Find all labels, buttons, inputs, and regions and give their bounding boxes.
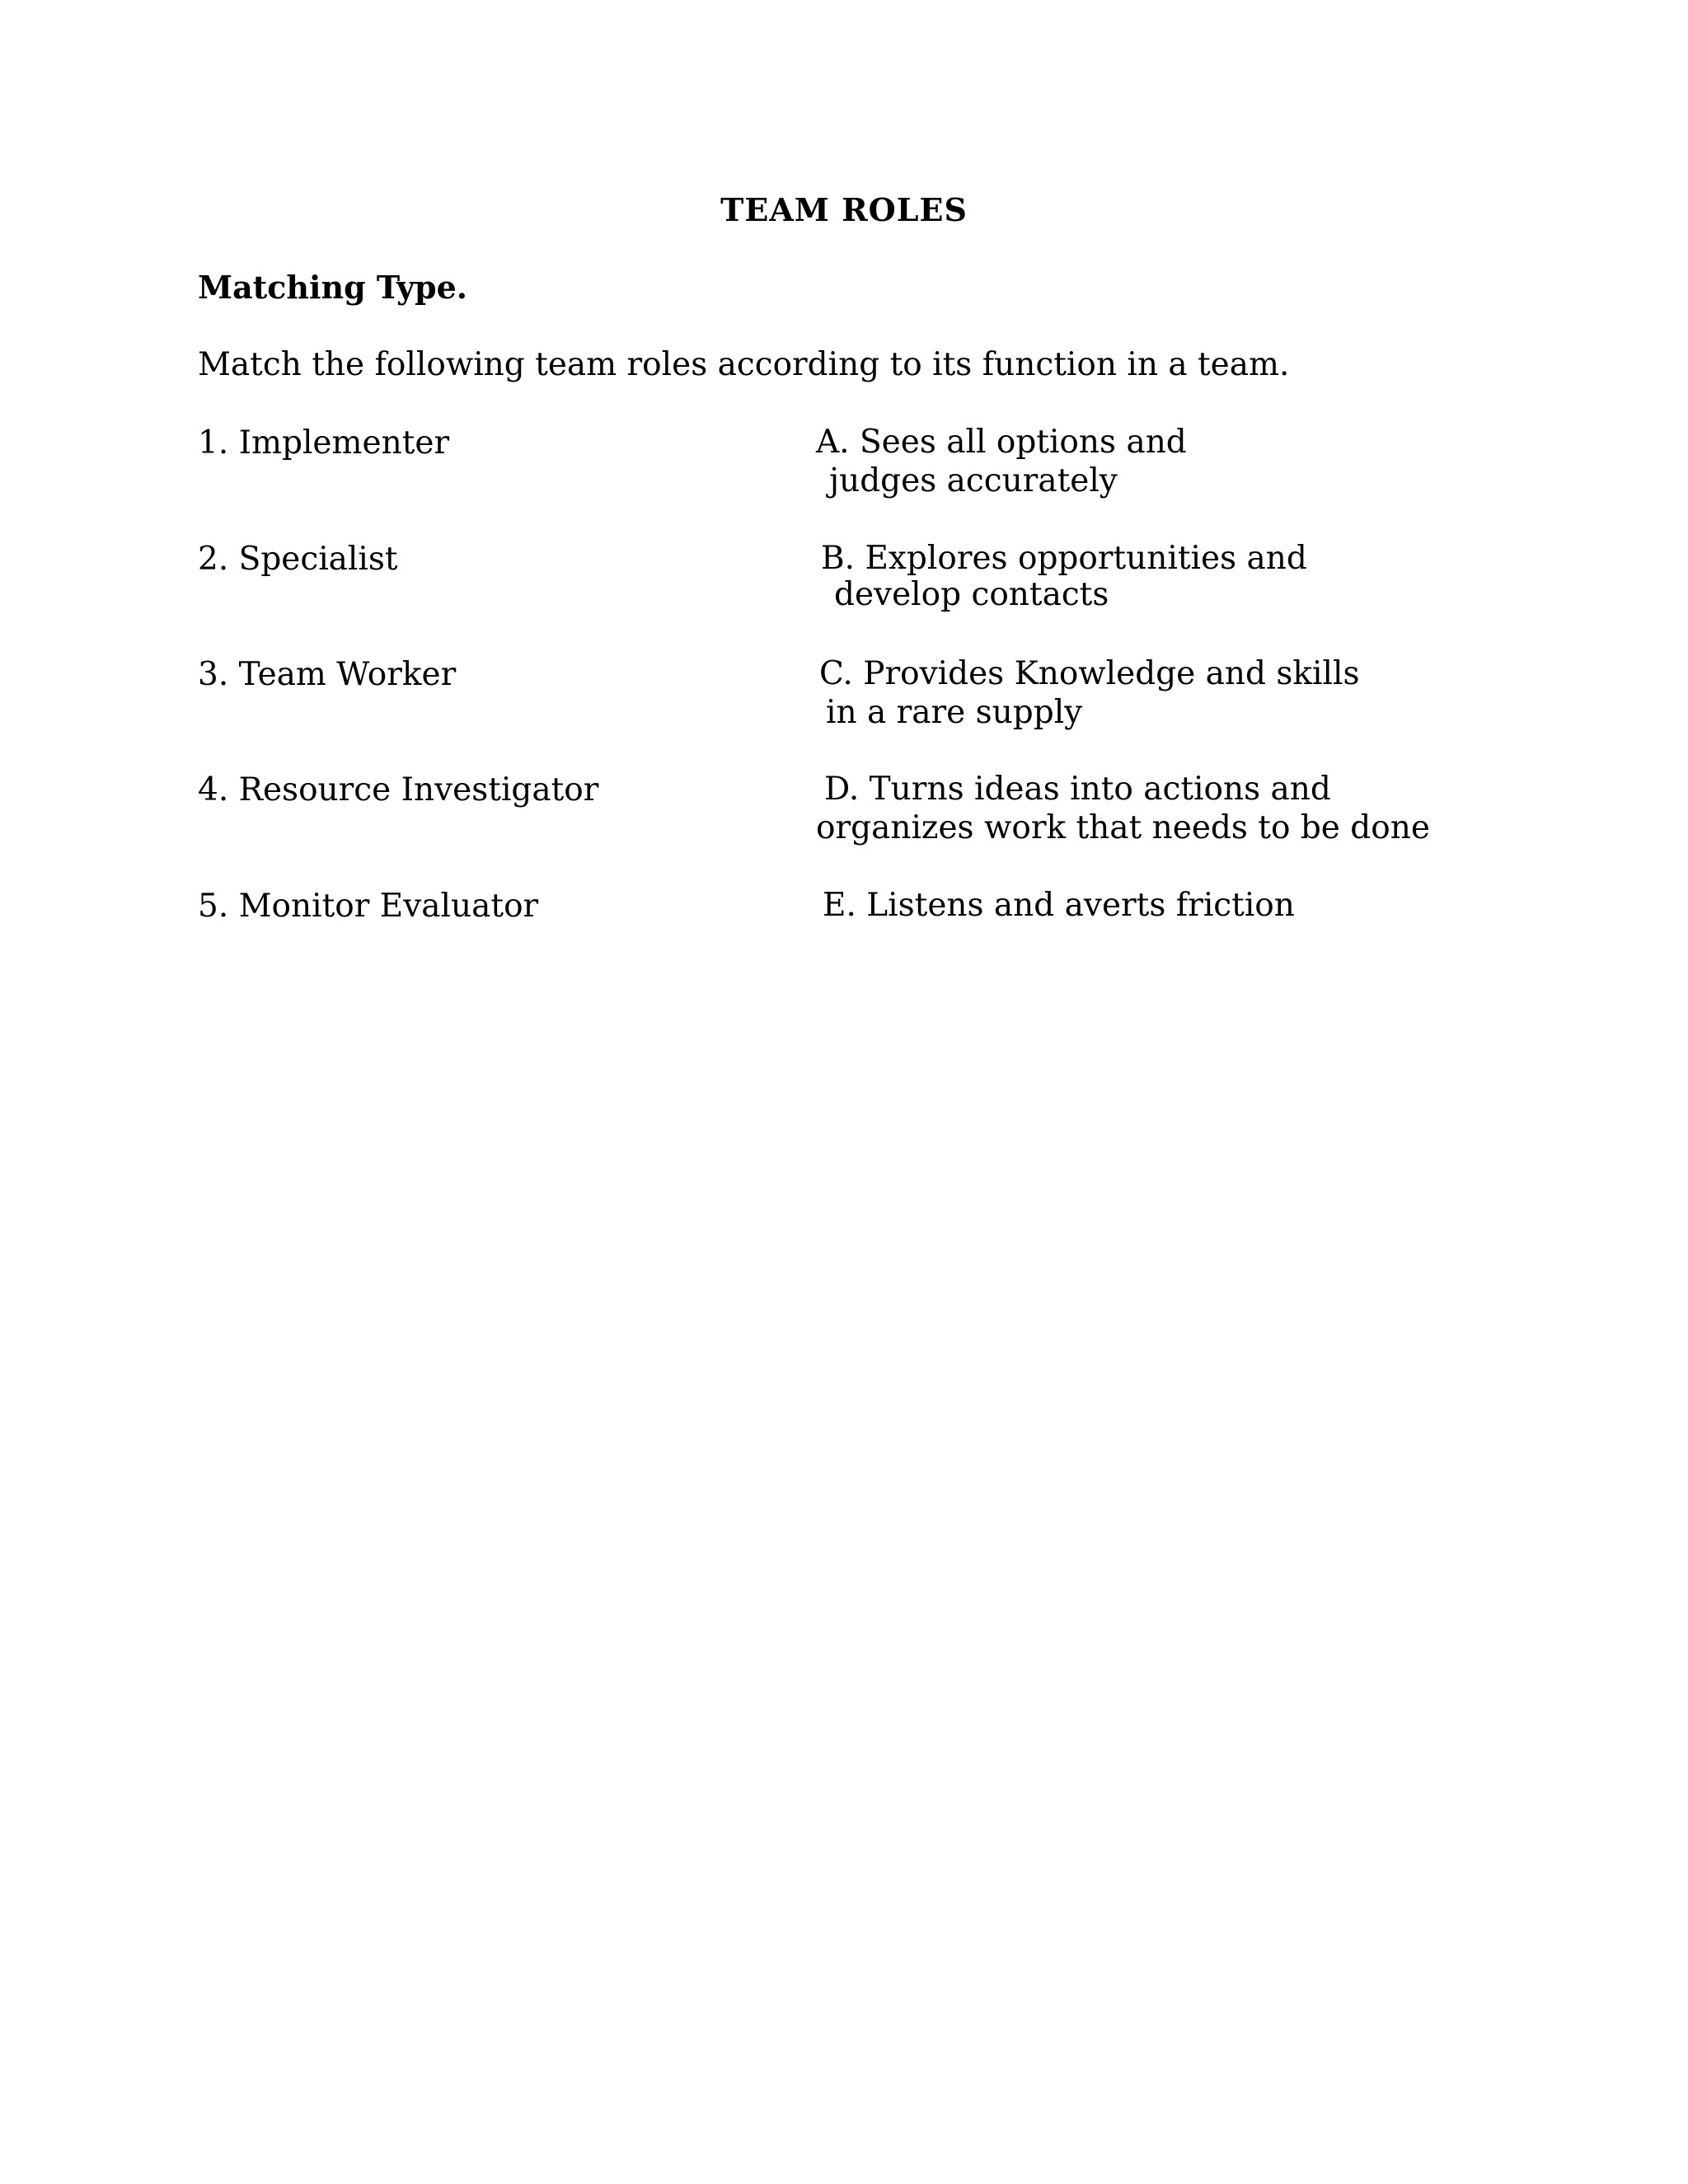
function-item-b-line2: develop contacts bbox=[834, 576, 1109, 613]
role-item-5: 5. Monitor Evaluator bbox=[198, 888, 539, 925]
section-heading: Matching Type. bbox=[198, 269, 468, 306]
function-item-d-line2: organizes work that needs to be done bbox=[816, 809, 1430, 846]
function-item-a bbox=[816, 423, 1187, 500]
role-item-2: 2. Specialist bbox=[198, 541, 398, 578]
function-item-c bbox=[819, 654, 1359, 732]
function-item-d bbox=[816, 770, 1430, 847]
role-item-1: 1. Implementer bbox=[198, 424, 450, 462]
instruction-text: Match the following team roles according to its function in a team. bbox=[198, 346, 1290, 383]
function-item-b-line1: B. Explores opportunities and bbox=[821, 540, 1307, 577]
function-item-d-line1: D. Turns ideas into actions and bbox=[824, 771, 1331, 808]
function-item-a-line1: A. Sees all options and bbox=[816, 424, 1187, 461]
function-item-e-line1: E. Listens and averts friction bbox=[823, 887, 1295, 924]
function-item-c-line1: C. Provides Knowledge and skills bbox=[819, 655, 1360, 692]
function-item-e bbox=[823, 886, 1295, 925]
role-item-3: 3. Team Worker bbox=[198, 656, 457, 693]
function-item-c-line2: in a rare supply bbox=[826, 694, 1083, 731]
function-item-b bbox=[821, 539, 1307, 614]
page-title: TEAM ROLES bbox=[720, 191, 968, 228]
role-item-4: 4. Resource Investigator bbox=[198, 771, 599, 808]
function-item-a-line2: judges accurately bbox=[829, 462, 1118, 499]
